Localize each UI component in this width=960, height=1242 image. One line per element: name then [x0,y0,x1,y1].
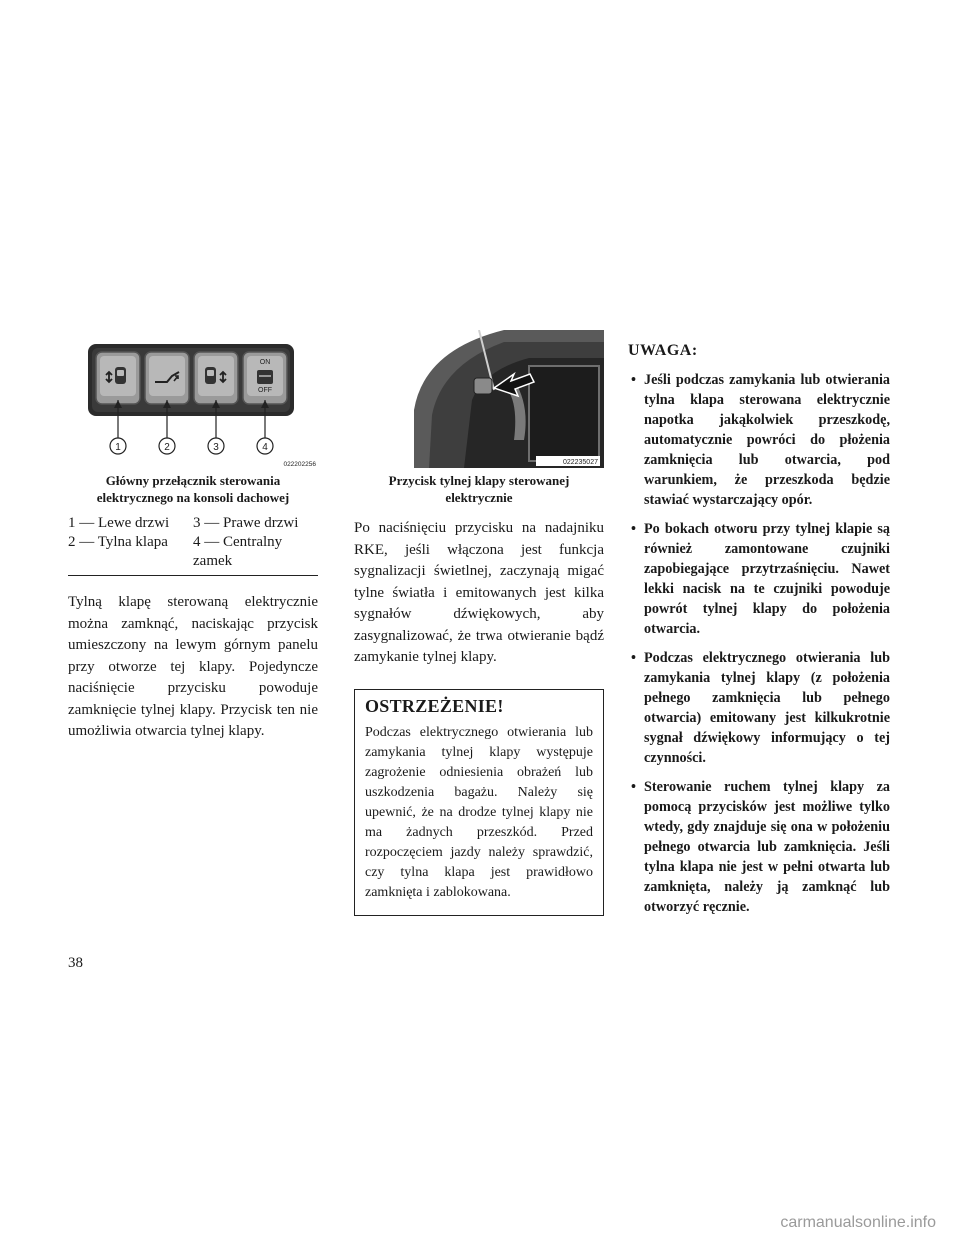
figure1-legend [68,514,318,571]
right-column [620,330,890,926]
figure1-caption: Główny przełącznik sterowania elektrycznego na konsoli dachowej [96,473,290,505]
paragraph-rke-signal: Po naciśnięciu przycisku na nadajniku RKE, jeśli włączona jest funkcja sygnalizacji świetlnej, zaczynają migać tylne światła i emitowanych jest kilka sygnałów dźwiękowych, aby zasygnalizować, że trwa otwieranie bądź zamykanie tylnej klapy. [354,520,604,665]
warning-box [354,689,604,916]
figure2-code: 022235027 [562,459,598,466]
callout-3: 3 [213,442,219,453]
liftgate-button-figure [354,330,604,468]
legend-divider [68,575,318,576]
figure2-caption: Przycisk tylnej klapy sterowanej elektrycznie [388,473,570,505]
note-bullet-2: • Po bokach otworu przy tylnej klapie są również zamontowane czujniki zapobiegające przytrzaśnięciu. Nawet lekki nacisk na te czujniki powoduje powrót tylnej klapy do położenia otwarcia. [631,521,890,637]
note-title: UWAGA: [628,342,698,359]
watermark: carmanualsonline.info [780,1214,936,1231]
legend-item-2: 2 — Tylna klapa [68,534,168,550]
legend-item-4: 4 — Centralny zamek [193,534,283,569]
warning-title: OSTRZEŻENIE! [365,695,504,716]
liftgate-interior-photo [354,330,604,468]
overhead-console-figure [68,330,318,468]
overhead-console-illustration [68,330,318,468]
middle-column [354,330,604,916]
left-column [68,330,318,743]
page-number: 38 [68,955,83,971]
callout-4: 4 [262,442,268,453]
switch-off-label: OFF [258,387,272,394]
switch-on-label: ON [259,359,271,366]
note-bullet-3: • Podczas elektrycznego otwierania lub zamykania tylnej klapy (z położenia pełnego zamknięcia lub pełnego otwarcia) emitowany jest kilkukrotnie sygnał dźwiękowy informujący o tej czynności. [631,650,890,766]
callout-2: 2 [164,442,170,453]
figure1-code: 022202256 [283,461,316,468]
note-bullet-1: • Jeśli podczas zamykania lub otwierania tylna klapa sterowana elektrycznie napotka jakąkolwiek przeszkodę, automatycznie powróci do płożenia zamknięcia lub otwarcia, pod warunkiem, że przeszkoda będzie stawiać wystarczający opór. [631,372,890,508]
warning-text: Podczas elektrycznego otwierania lub zamykania tylnej klapy występuje zagrożenie odniesienia obrażeń lub uszkodzenia bagażu. Należy się upewnić, że na drodze tylnej klapy nie ma żadnych przeszkód. Przed rozpoczęciem jazdy należy sprawdzić, czy tylna klapa jest prawidłowo zamknięta i zablokowana. [365,724,593,900]
note-bullet-4: • Sterowanie ruchem tylnej klapy za pomocą przycisków jest możliwe tylko wtedy, gdy znajduje się ona w położeniu pełnego otwarcia lub zamknięcia. Jeśli tylna klapa nie jest w pełni otwarta lub zamknięta, należy ją zamknąć lub otworzyć ręcznie. [631,779,890,915]
paragraph-liftgate-close: Tylną klapę sterowaną elektrycznie można zamknąć, naciskając przycisk umieszczony na lewym górnym panelu przy otworze tej klapy. Pojedyncze naciśnięcie przycisku powoduje zamknięcie tylnej klapy. Przycisk ten nie umożliwia otwarcia tylnej klapy. [68,594,318,739]
legend-item-1: 1 — Lewe drzwi [68,515,170,531]
callout-1: 1 [115,442,121,453]
legend-item-3: 3 — Prawe drzwi [193,515,299,531]
